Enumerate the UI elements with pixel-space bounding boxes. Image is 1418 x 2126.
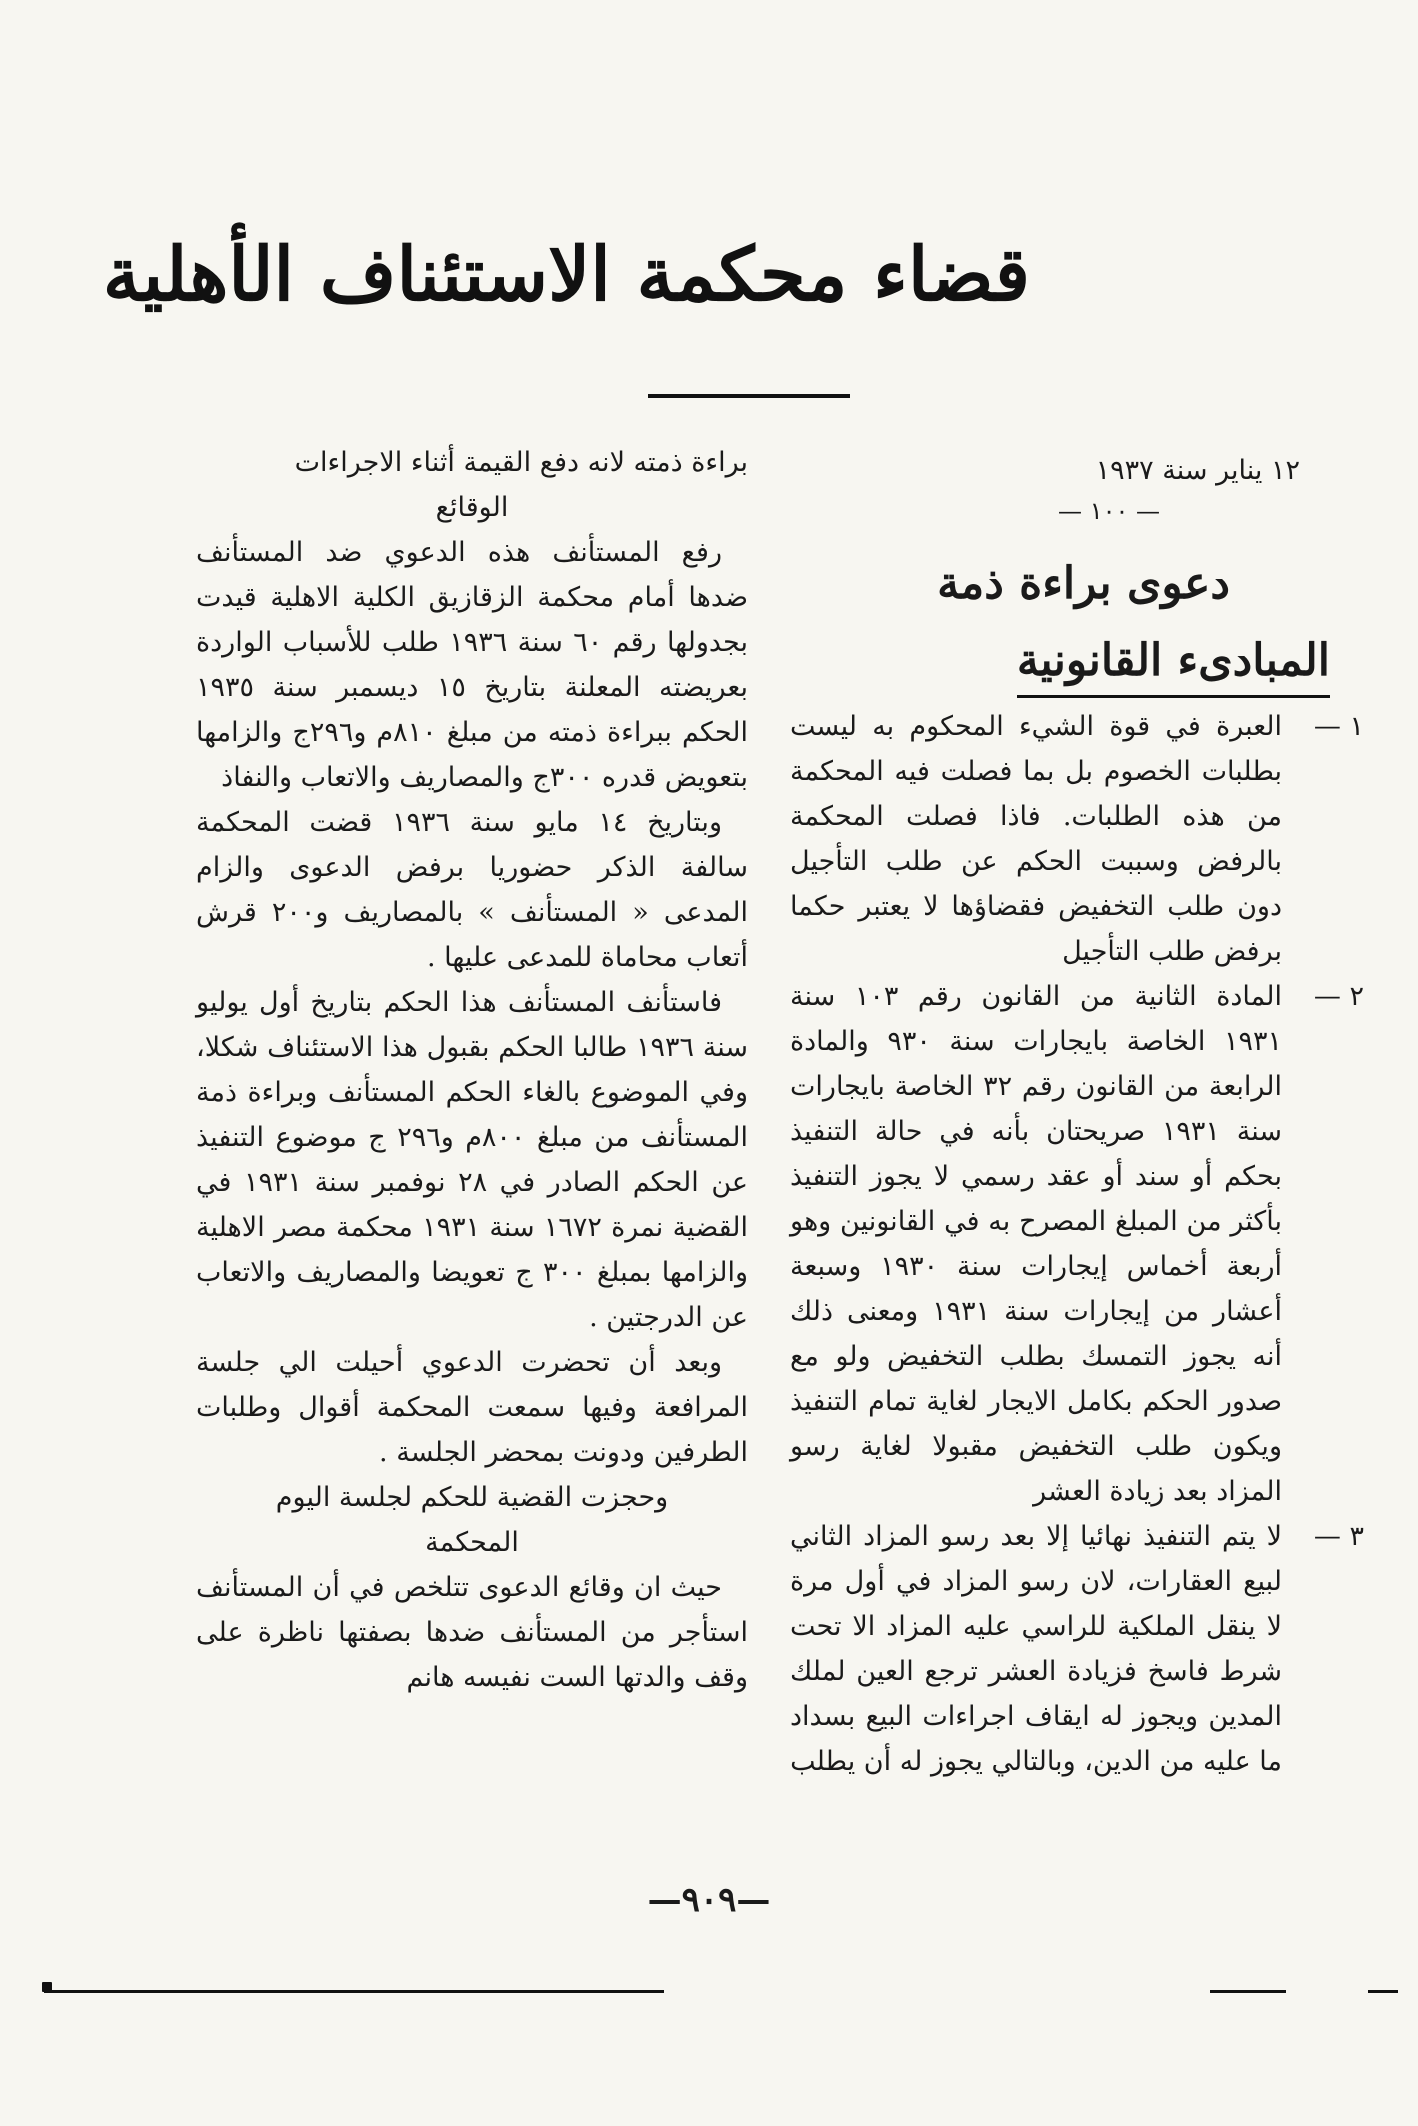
bottom-rule [1210,1990,1286,1993]
principles-heading: المبادىء القانونية [1017,629,1330,698]
facts-paragraph: وحجزت القضية للحكم لجلسة اليوم [275,1482,669,1513]
bottom-rule [44,1990,664,1993]
principle-number: ٣ — [1313,1521,1364,1552]
principle-1 [790,704,1364,974]
facts-paragraph: رفع المستأنف هذه الدعوي ضد المستأنف ضدها أمام محكمة الزقازيق الكلية الاهلية قيدت بجدولها رقم ٦٠ سنة ١٩٣٦ طلب للأسباب الواردة بعريضته المعلنة بتاريخ ١٥ ديسمبر سنة ١٩٣٥ الحكم ببراءة ذمته من مبلغ ٨١٠م و٢٩٦ج والزامها بتعويض قدره ٣٠٠ج والمصاريف والاتعاب والنفاذ [196,537,748,793]
left-column [196,440,748,1700]
case-title: دعوى براءة ذمة [937,558,1230,609]
intro-line: براءة ذمته لانه دفع القيمة أثناء الاجراءات [294,447,748,478]
court-heading: المحكمة [425,1527,519,1558]
case-number: — ١٠٠ — [1058,497,1160,525]
facts-paragraph: وبعد أن تحضرت الدعوي أحيلت الي جلسة المرافعة وفيها سمعت المحكمة أقوال وطلبات الطرفين ودونت بمحضر الجلسة . [196,1347,748,1468]
facts-heading: الوقائع [435,492,509,523]
title-divider [648,394,850,398]
page-number: —٩٠٩— [647,1880,771,1920]
principle-number: ٢ — [1313,981,1364,1012]
bottom-rule [1368,1990,1398,1993]
right-column [790,448,1364,1784]
masthead-title: قضاء محكمة الاستئناف الأهلية [102,232,1030,318]
principle-text: العبرة في قوة الشيء المحكوم به ليست بطلبات الخصوم بل بما فصلت فيه المحكمة من هذه الطلبات. فاذا فصلت المحكمة بالرفض وسببت الحكم عن طلب التأجيل دون طلب التخفيض فقضاؤها لا يعتبر حكما برفض طلب التأجيل [790,711,1282,967]
facts-paragraph: فاستأنف المستأنف هذا الحكم بتاريخ أول يوليو سنة ١٩٣٦ طالبا الحكم بقبول هذا الاستئناف شكلا، وفي الموضوع بالغاء الحكم المستأنف وبراءة ذمة المستأنف من مبلغ ٨٠٠م و٢٩٦ ج موضوع التنفيذ عن الحكم الصادر في ٢٨ نوفمبر سنة ١٩٣١ في القضية نمرة ١٦٧٢ سنة ١٩٣١ محكمة مصر الاهلية والزامها بمبلغ ٣٠٠ ج تعويضا والمصاريف والاتعاب عن الدرجتين . [196,987,749,1333]
principle-text: لا يتم التنفيذ نهائيا إلا بعد رسو المزاد الثاني لبيع العقارات، لان رسو المزاد في أول مرة لا ينقل الملكية للراسي عليه المزاد الا تحت شرط فاسخ فزيادة العشر ترجع العين لملك المدين ويجوز له ايقاف اجراءات البيع بسداد ما عليه من الدين، وبالتالي يجوز له أن يطلب [790,1521,1282,1777]
principle-2 [790,974,1364,1514]
court-paragraph: حيث ان وقائع الدعوى تتلخص في أن المستأنف استأجر من المستأنف ضدها بصفتها ناظرة على وقف والدتها الست نفيسه هانم [196,1572,748,1693]
principle-text: المادة الثانية من القانون رقم ١٠٣ سنة ١٩٣١ الخاصة بايجارات سنة ٩٣٠ والمادة الرابعة من القانون رقم ٣٢ الخاصة بايجارات سنة ١٩٣١ صريحتان بأنه في حالة التنفيذ بحكم أو سند أو عقد رسمي لا يجوز التنفيذ بأكثر من المبلغ المصرح به في القانونين وهو أربعة أخماس إيجارات سنة ١٩٣٠ وسبعة أعشار من إيجارات سنة ١٩٣١ ومعنى ذلك أنه يجوز التمسك بطلب التخفيض ولو مع صدور الحكم بكامل الايجار لغاية تمام التنفيذ ويكون طلب التخفيض مقبولا لغاية رسو المزاد بعد زيادة العشر [790,981,1283,1507]
facts-paragraph: وبتاريخ ١٤ مايو سنة ١٩٣٦ قضت المحكمة سالفة الذكر حضوريا برفض الدعوى والزام المدعى « المستأنف » بالمصاريف و٢٠٠ قرش أتعاب محاماة للمدعى عليها . [196,807,748,973]
judgment-date: ١٢ يناير سنة ١٩٣٧ [1095,455,1300,486]
principle-3 [790,1514,1364,1784]
principle-number: ١ — [1313,711,1364,742]
